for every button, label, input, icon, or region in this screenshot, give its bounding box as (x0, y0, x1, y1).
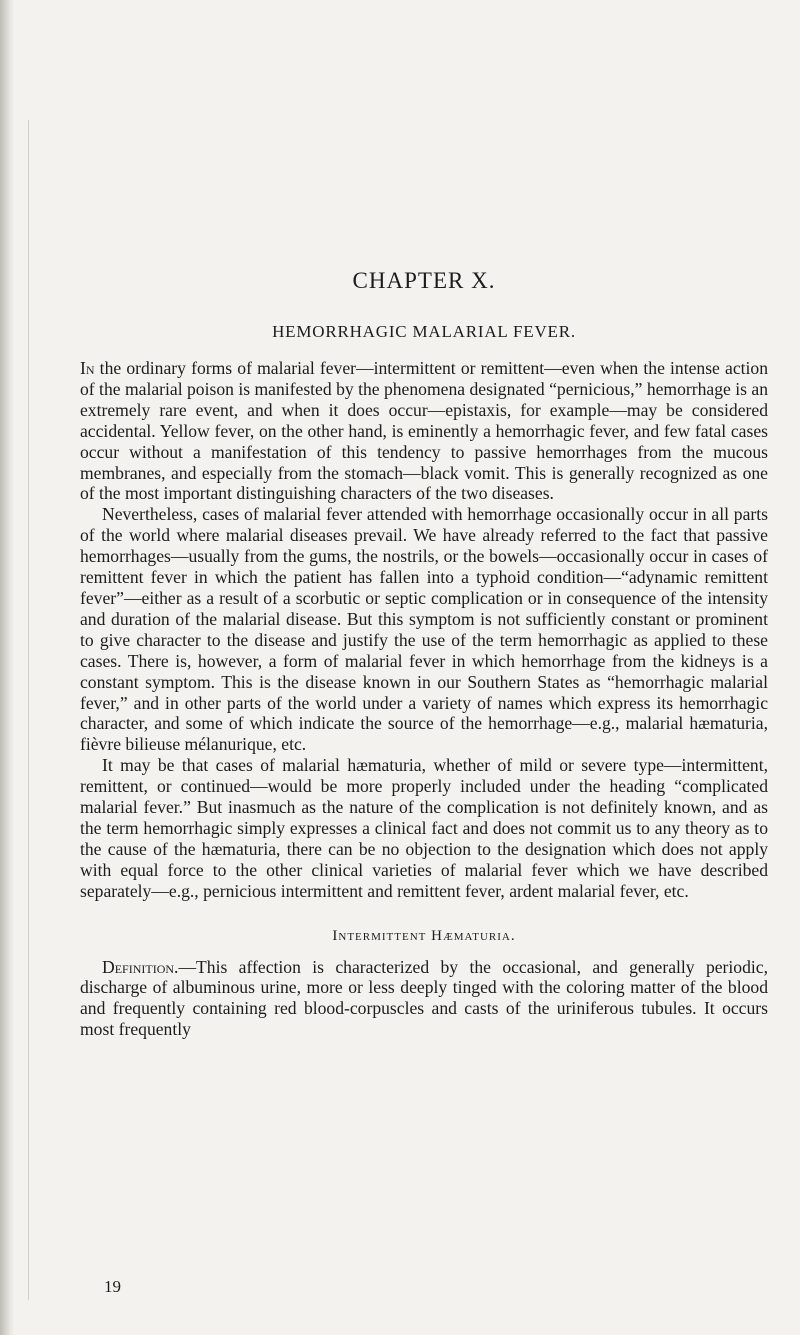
chapter-title: CHAPTER X. (352, 268, 496, 293)
section-heading: Intermittent Hæmaturia. (332, 927, 516, 944)
paragraph-3: It may be that cases of malarial hæmaturia, whether of mild or severe type—intermittent, remittent, or continued—would be more properly included under the heading “complicated malarial fever.” But inasmuch as the nature of the complication is not definitely known, and as the term hemorrhagic simply expresses a clinical fact and does not commit us to any theory as to the cause of the hæmaturia, there can be no objection to the designation which does not apply with equal force to the other clinical varieties of malarial fever which we have described separately—e.g., pernicious intermittent and remittent fever, ardent malarial fever, etc. (80, 755, 768, 901)
definition-text: —This affection is characterized by the occasional, and generally periodic, discharge of albuminous urine, more or less deeply tinged with the coloring matter of the blood and frequently containing red blood-corpuscles and casts of the uriniferous tubules. It occurs most frequently (80, 956, 768, 1040)
article-title: HEMORRHAGIC MALARIAL FEVER. (272, 322, 576, 341)
opening-word: In (80, 358, 95, 378)
paragraph-1-text: the ordinary forms of malarial fever—intermittent or remittent—even when the intense action of the malarial poison is manifested by the phenomena designated “pernicious,” hemorrhage is an extremely rare event, and when it does occur—epistaxis, for example—may be considered accidental. Yellow fever, on the other hand, is eminently a hemorrhagic fever, and few fatal cases occur without a manifestation of this tendency to passive hemorrhages from the mucous membranes, and especially from the stomach—black vomit. This is generally recognized as one of the most important distinguishing characters of the two diseases. (80, 358, 768, 504)
paragraph-1 (80, 358, 768, 504)
definition-lead: Definition. (102, 956, 179, 977)
paragraph-2: Nevertheless, cases of malarial fever attended with hemorrhage occasionally occur in all parts of the world where malarial diseases prevail. We have already referred to the fact that passive hemorrhages—usually from the gums, the nostrils, or the bowels—occasionally occur in cases of remittent fever in which the patient has fallen into a typhoid condition—“adynamic remittent fever”—either as a result of a scorbutic or septic complication or in consequence of the intensity and duration of the malarial disease. But this symptom is not sufficiently constant or prominent to give character to the disease and justify the use of the term hemorrhagic as applied to these cases. There is, however, a form of malarial fever in which hemorrhage from the kidneys is a constant symptom. This is the disease known in our Southern States as “hemorrhagic malarial fever,” and in other parts of the world under a variety of names which express its hemorrhagic character, and some of which indicate the source of the hemorrhage—e.g., malarial hæmaturia, fièvre bilieuse mélanurique, etc. (80, 504, 768, 755)
page-edge-shadow (0, 0, 14, 1335)
page-body (80, 268, 768, 1040)
definition-paragraph (80, 957, 768, 1041)
page-number: 19 (104, 1277, 121, 1296)
binding-gutter (28, 120, 29, 1300)
